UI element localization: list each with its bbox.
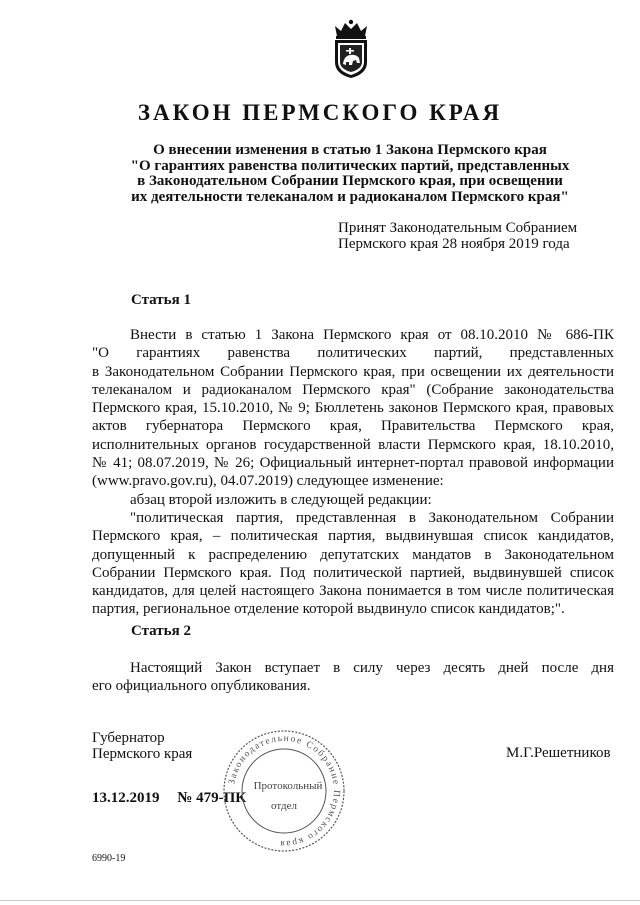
law-number: № 479-ПК xyxy=(177,790,247,806)
subtitle-line: О внесении изменения в статью 1 Закона Пермского края xyxy=(153,142,547,158)
stamp-center-line: отдел xyxy=(271,800,297,812)
subtitle-line: их деятельности телеканалом и радиоканалом Пермского края" xyxy=(131,188,569,205)
paragraph-line: актов губернатора Пермского края, Правительства Пермского края, xyxy=(92,418,614,435)
paragraph-line: Пермского края, – политическая партия, выдвинувшая список кандидатов, xyxy=(92,528,614,545)
paragraph-line: кандидатов, для целей настоящего Закона понимается в том числе политическая xyxy=(92,583,614,600)
adoption-line: Пермского края 28 ноября 2019 года xyxy=(338,235,570,252)
registration-code: 6990-19 xyxy=(92,853,126,864)
paragraph-line: Настоящий Закон вступает в силу через десять дней после дня xyxy=(130,660,614,676)
signatory-position xyxy=(92,731,192,762)
adoption-note xyxy=(338,221,577,252)
paragraph-line: исполнительных органов государственной власти Пермского края, 18.10.2010, xyxy=(92,436,614,453)
official-stamp xyxy=(222,729,346,853)
signatory-position-line: Пермского края xyxy=(92,745,193,762)
law-subtitle xyxy=(60,143,640,205)
paragraph-line: (www.pravo.gov.ru), 04.07.2019) следующее изменение: xyxy=(92,473,444,490)
paragraph-line: "политическая партия, представленная в Законодательном Собрании xyxy=(130,509,614,526)
adoption-line: Принят Законодательным Собранием xyxy=(338,220,578,236)
article-2-text xyxy=(92,659,614,696)
paragraph-line: абзац второй изложить в следующей редакции: xyxy=(130,491,432,508)
paragraph-line: допущенный к распределению депутатских мандатов в Законодательном xyxy=(92,546,614,563)
law-title: ЗАКОН ПЕРМСКОГО КРАЯ xyxy=(137,100,503,125)
signatory-name: М.Г.Решетников xyxy=(506,745,611,761)
article-1-heading: Статья 1 xyxy=(131,292,191,308)
signatory-position-line: Губернатор xyxy=(92,730,165,746)
subtitle-line: "О гарантиях равенства политических партий, представленных xyxy=(130,157,570,174)
stamp-ring-text: Законодательное Собрание Пермского края xyxy=(227,733,342,849)
paragraph-line: Собрании Пермского края. Под политической партией, выдвинувшей список xyxy=(92,564,614,581)
paragraph-line: его официального опубликования. xyxy=(92,678,311,695)
paragraph-line: Внести в статью 1 Закона Пермского края от 08.10.2010 № 686-ПК xyxy=(130,327,614,343)
paragraph-line: "О гарантиях равенства политических партий, представленных xyxy=(92,345,614,362)
subtitle-line: в Законодательном Собрании Пермского края, при освещении xyxy=(137,173,563,189)
article-2-heading: Статья 2 xyxy=(131,623,191,639)
article-1-text xyxy=(92,326,614,619)
perm-coat-of-arms-icon xyxy=(329,18,373,80)
paragraph-line: в Законодательном Собрании Пермского края, при освещении их деятельности xyxy=(92,363,614,380)
paragraph-line: партия, региональное отделение которой выдвинуло список кандидатов;". xyxy=(92,601,565,618)
stamp-center-line: Протокольный xyxy=(253,780,323,792)
page-bottom-edge xyxy=(0,900,640,901)
paragraph-line: телеканалом и радиоканалом Пермского края" (Собрание законодательства xyxy=(92,381,614,398)
law-date: 13.12.2019 xyxy=(92,790,160,806)
paragraph-line: № 41; 08.07.2019, № 26; Официальный интернет-портал правовой информации xyxy=(92,455,614,472)
paragraph-line: Пермского края, 15.10.2010, № 9; Бюллетень законов Пермского края, правовых xyxy=(92,400,614,417)
